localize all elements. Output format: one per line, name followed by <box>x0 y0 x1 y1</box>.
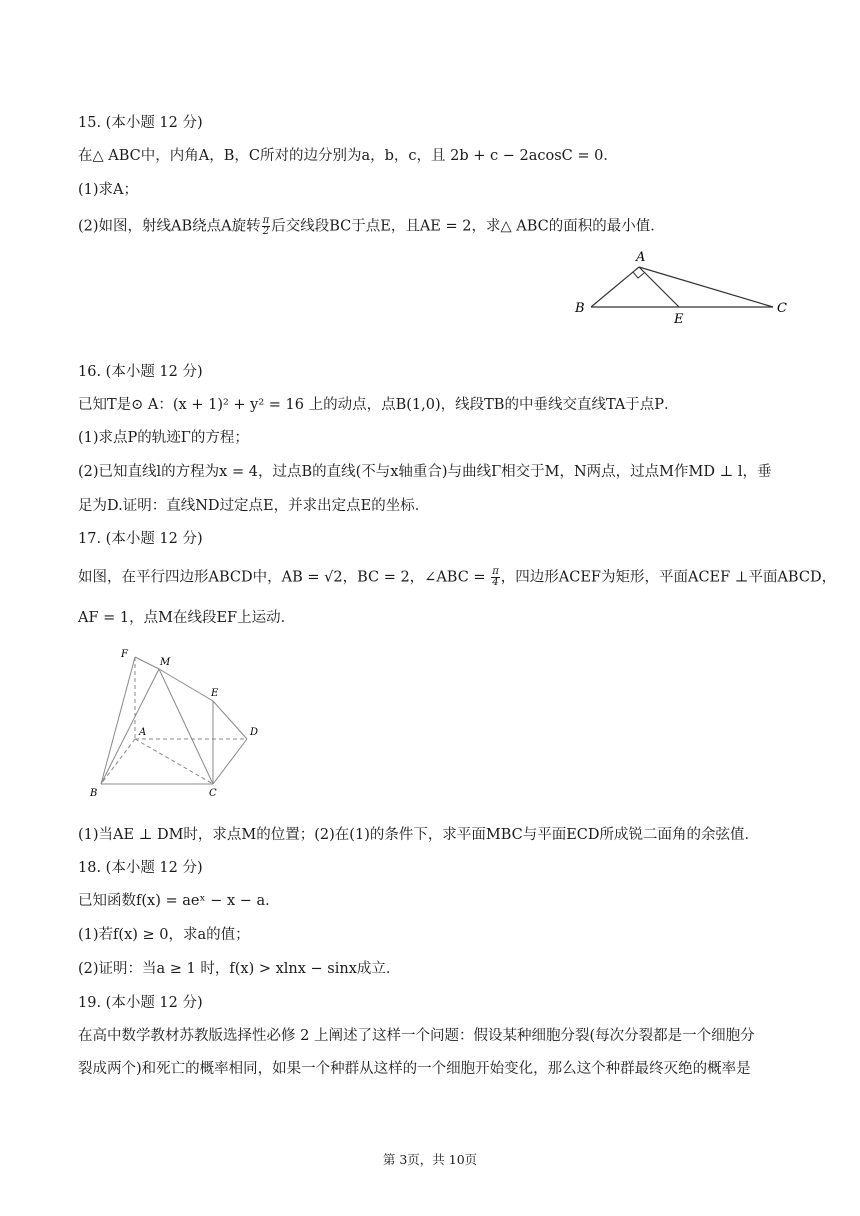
q19-line2: 裂成两个)和死亡的概率相同，如果一个种群从这样的一个细胞开始变化，那么这个种群最终灭绝的概率是 <box>78 1061 751 1077</box>
q15-label-B: B <box>575 301 585 316</box>
page-footer: 第 3页，共 10页 <box>382 1152 478 1167</box>
q17-edge-AB <box>101 739 135 784</box>
q15-frac-den: 2 <box>262 226 270 237</box>
q15-part2-text-b: 后交线段BC于点E，且AE = 2，求△ ABC的面积的最小值． <box>271 218 665 235</box>
q17-label-D: D <box>250 727 259 738</box>
q15-triangle-figure <box>565 245 805 325</box>
q15-label-A: A <box>636 250 646 265</box>
q17-edge-MB <box>101 669 159 784</box>
q17-frac-num: π <box>492 566 499 577</box>
q17-solid-figure <box>85 643 275 803</box>
q17-stem-line2: AF = 1，点M在线段EF上运动． <box>78 610 296 626</box>
q17-label-C: C <box>209 788 217 799</box>
q16-part1: (1)求点P的轨迹Γ的方程； <box>78 430 249 446</box>
q17-label-E: E <box>211 688 219 699</box>
q17-parts: (1)当AE ⊥ DM时，求点M的位置；(2)在(1)的条件下，求平面MBC与平面ECD所成锐二面角的余弦值． <box>78 827 760 843</box>
q17-edge-FM <box>135 657 159 669</box>
q15-seg-AB <box>591 267 639 307</box>
q15-right-angle-mark <box>633 272 644 278</box>
q17-frac-den: 4 <box>492 577 499 588</box>
q17-edge-AC <box>135 739 213 784</box>
q17-stem-text-b: ，四边形ACEF为矩形，平面ACEF ⊥平面ABCD， <box>500 569 837 586</box>
q17-label-B: B <box>90 788 98 799</box>
q15-frac-num: π <box>262 215 270 226</box>
q15-label-C: C <box>777 301 787 316</box>
q19-header: 19. (本小题 12 分) <box>78 995 203 1011</box>
q17-edge-ME <box>159 669 213 701</box>
q18-stem: 已知函数f(x) = aeˣ − x − a． <box>78 893 280 909</box>
q15-part2 <box>78 216 665 237</box>
q17-fraction <box>491 567 500 588</box>
q17-header: 17. (本小题 12 分) <box>78 531 203 547</box>
q15-header: 15. (本小题 12 分) <box>78 115 203 131</box>
q15-fraction <box>262 216 271 237</box>
q17-label-F: F <box>121 649 128 660</box>
q15-stem: 在△ ABC中，内角A，B，C所对的边分别为a，b，c，且 2b + c − 2acosC = 0． <box>78 148 618 164</box>
q17-stem-text-a: 如图，在平行四边形ABCD中，AB = √2，BC = 2，∠ABC = <box>78 569 491 586</box>
q17-label-A: A <box>139 727 147 738</box>
q15-part2-text-a: (2)如图，射线AB绕点A旋转 <box>78 218 261 235</box>
q19-line1: 在高中数学教材苏教版选择性必修 2 上阐述了这样一个问题：假设某种细胞分裂(每次分裂都是一个细胞分 <box>78 1028 755 1044</box>
q15-label-E: E <box>674 312 684 325</box>
q17-edge-ED <box>213 701 247 739</box>
q15-part1: (1)求A； <box>78 182 139 198</box>
q18-part1: (1)若f(x) ≥ 0，求a的值； <box>78 927 250 943</box>
q16-header: 16. (本小题 12 分) <box>78 364 203 380</box>
q16-stem: 已知T是⊙ A：(x + 1)² + y² = 16 上的动点，点B(1,0)，线段TB的中垂线交直线TA于点P． <box>78 397 679 413</box>
q16-part2-line1: (2)已知直线l的方程为x = 4，过点B的直线(不与x轴重合)与曲线Γ相交于M，N两点，过点M作MD ⊥ l，垂 <box>78 464 772 480</box>
q17-edge-CD <box>213 739 247 784</box>
q18-header: 18. (本小题 12 分) <box>78 860 203 876</box>
q17-stem <box>78 567 836 588</box>
q17-edge-FB <box>101 657 135 784</box>
q18-part2: (2)证明：当a ≥ 1 时，f(x) > xlnx − sinx成立． <box>78 961 401 977</box>
q17-label-M: M <box>160 657 171 668</box>
q17-edge-MC <box>159 669 213 784</box>
q16-part2-line2: 足为D.证明：直线ND过定点E，并求出定点E的坐标． <box>78 498 430 514</box>
